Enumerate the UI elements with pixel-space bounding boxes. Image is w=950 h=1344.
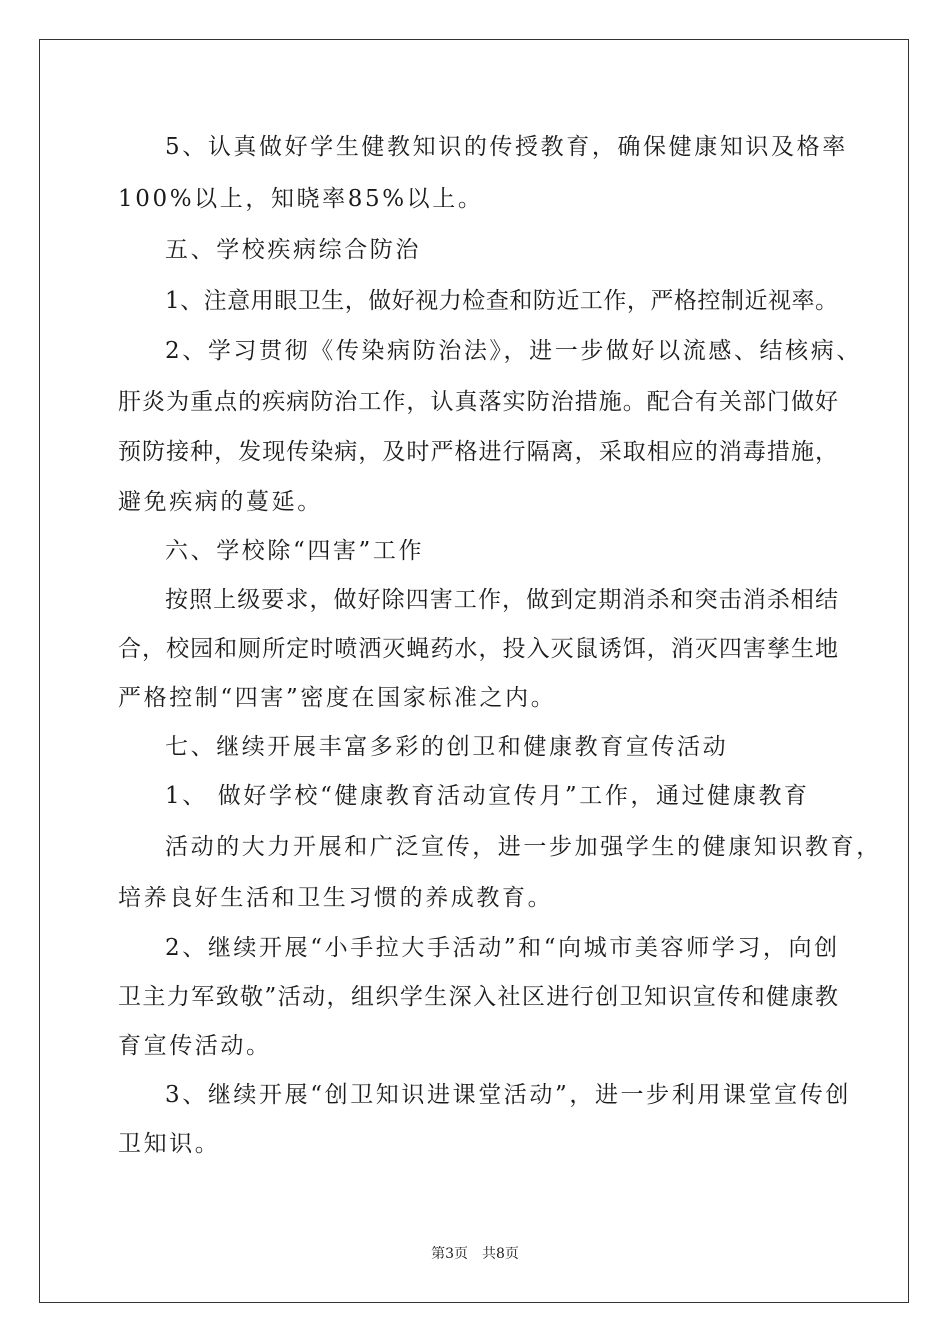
paragraph-line: 按照上级要求，做好除四害工作，做到定期消杀和突击消杀相结 [165, 587, 838, 613]
paragraph-line: 100%以上，知晓率85%以上。 [118, 186, 484, 212]
page-number: 第3页 共8页 [431, 1246, 519, 1262]
paragraph-line: 预防接种，发现传染病，及时严格进行隔离，采取相应的消毒措施， [118, 439, 838, 465]
paragraph-line: 肝炎为重点的疾病防治工作，认真落实防治措施。配合有关部门做好 [118, 389, 838, 415]
page-footer [0, 1244, 950, 1264]
paragraph-line: 卫主力军致敬”活动，组织学生深入社区进行创卫知识宣传和健康教 [118, 984, 838, 1010]
paragraph-line: 活动的大力开展和广泛宣传，进一步加强学生的健康知识教育， [165, 834, 882, 860]
paragraph-line: 3、继续开展“创卫知识进课堂活动”，进一步利用课堂宣传创 [165, 1082, 851, 1108]
paragraph-line: 5、认真做好学生健教知识的传授教育，确保健康知识及格率 [165, 134, 848, 160]
section-heading: 五、学校疾病综合防治 [165, 237, 421, 263]
paragraph-line: 育宣传活动。 [118, 1033, 272, 1059]
paragraph-line: 2、学习贯彻《传染病防治法》，进一步做好以流感、结核病、 [165, 338, 862, 364]
paragraph-line: 卫知识。 [118, 1131, 221, 1157]
paragraph-line: 合，校园和厕所定时喷洒灭蝇药水，投入灭鼠诱饵，消灭四害孳生地 [118, 636, 838, 662]
section-heading: 六、学校除“四害”工作 [165, 538, 425, 564]
section-heading: 七、继续开展丰富多彩的创卫和健康教育宣传活动 [165, 734, 729, 760]
paragraph-line: 1、 做好学校“健康教育活动宣传月”工作，通过健康教育 [165, 783, 810, 809]
paragraph-line: 2、继续开展“小手拉大手活动”和“向城市美容师学习，向创 [165, 935, 840, 961]
paragraph-line: 避免疾病的蔓延。 [118, 489, 323, 515]
paragraph-line: 培养良好生活和卫生习惯的养成教育。 [118, 885, 554, 911]
paragraph-line: 严格控制“四害”密度在国家标准之内。 [118, 685, 557, 711]
paragraph-line: 1、注意用眼卫生，做好视力检查和防近工作，严格控制近视率。 [165, 288, 838, 314]
